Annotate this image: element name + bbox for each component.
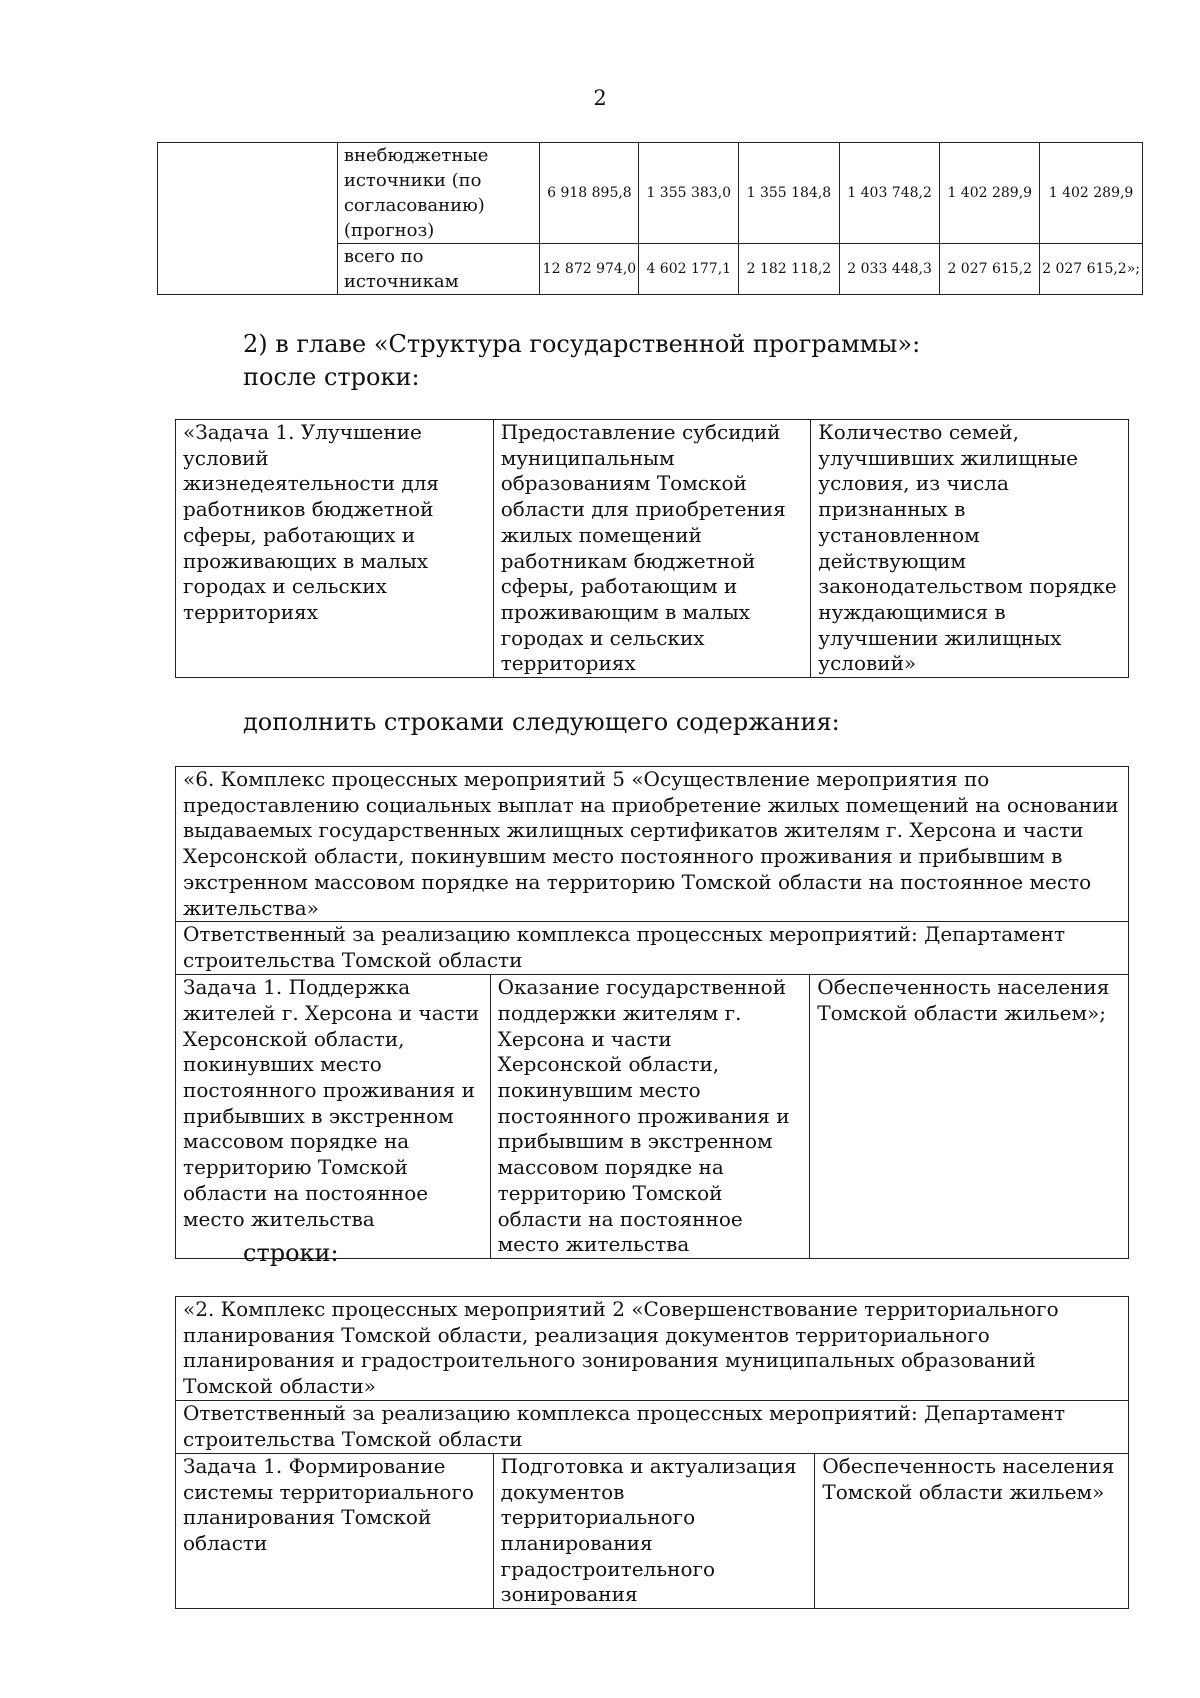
value-cell: 1 355 383,0 <box>639 143 739 244</box>
table-row <box>176 1400 1129 1453</box>
responsible-cell: Ответственный за реализацию комплекса процессных мероприятий: Департамент строительства Томской области <box>176 922 1129 975</box>
value-cell: 2 033 448,3 <box>839 244 940 295</box>
table-add-rows <box>175 766 1129 1259</box>
indicator-cell: Обеспеченность населения Томской области жильем»; <box>810 975 1129 1259</box>
indicator-cell: Количество семей, улучшивших жилищные условия, из числа признанных в установленном действующим законодательством порядке нуждающимися в улучшении жилищных условий» <box>811 420 1129 678</box>
activity-cell: Подготовка и актуализация документов территориального планирования градостроительного зонирования <box>493 1453 815 1608</box>
value-cell: 4 602 177,1 <box>639 244 739 295</box>
page-number: 2 <box>593 86 607 110</box>
table-row <box>176 1297 1129 1401</box>
table-after-row <box>175 419 1129 678</box>
table-row <box>176 767 1129 922</box>
value-cell: 12 872 974,0 <box>540 244 639 295</box>
value-cell: 2 027 615,2»; <box>1040 244 1143 295</box>
table-row <box>176 922 1129 975</box>
value-cell: 2 182 118,2 <box>739 244 840 295</box>
paragraph-chapter: 2) в главе «Структура государственной программы»: <box>243 330 921 358</box>
paragraph-rows: строки: <box>243 1239 339 1267</box>
task-cell: Задача 1. Формирование системы территориального планирования Томской области <box>176 1453 494 1608</box>
table-row <box>176 975 1129 1259</box>
budget-table <box>157 142 1143 295</box>
responsible-cell: Ответственный за реализацию комплекса процессных мероприятий: Департамент строительства Томской области <box>176 1400 1129 1453</box>
row-label: всего по источникам <box>337 244 540 295</box>
value-cell: 2 027 615,2 <box>940 244 1040 295</box>
table-row <box>176 420 1129 678</box>
table-rows <box>175 1296 1129 1609</box>
activity-cell: Оказание государственной поддержки жителям г. Херсона и части Херсонской области, покинувшим место постоянного проживания и прибывшим в экстренном массовом порядке на территорию Томской области на постоянное место жительства <box>490 975 810 1259</box>
table-row <box>158 143 1143 244</box>
complex-header-cell: «6. Комплекс процессных мероприятий 5 «Осуществление мероприятия по предоставлению социальных выплат на приобретение жилых помещений на основании выдаваемых государственных жилищных сертификатов жителям г. Херсона и части Херсонской области, покинувшим место постоянного проживания и прибывшим в экстренном массовом порядке на территорию Томской области на постоянное место жительства» <box>176 767 1129 922</box>
value-cell: 1 355 184,8 <box>739 143 840 244</box>
empty-cell <box>158 143 338 295</box>
value-cell: 1 402 289,9 <box>1040 143 1143 244</box>
table-row <box>176 1453 1129 1608</box>
value-cell: 1 403 748,2 <box>839 143 940 244</box>
paragraph-add-rows: дополнить строками следующего содержания: <box>243 708 840 736</box>
row-label: внебюджетные источники (по согласованию) (прогноз) <box>337 143 540 244</box>
value-cell: 1 402 289,9 <box>940 143 1040 244</box>
task-cell: «Задача 1. Улучшение условий жизнедеятельности для работников бюджетной сферы, работающих и проживающих в малых городах и сельских территориях <box>176 420 494 678</box>
value-cell: 6 918 895,8 <box>540 143 639 244</box>
complex-header-cell: «2. Комплекс процессных мероприятий 2 «Совершенствование территориального планирования Томской области, реализация документов территориального планирования и градостроительного зонирования муниципальных образований Томской области» <box>176 1297 1129 1401</box>
paragraph-after-row: после строки: <box>243 363 420 391</box>
activity-cell: Предоставление субсидий муниципальным образованиям Томской области для приобретения жилых помещений работникам бюджетной сферы, работающим и проживающим в малых городах и сельских территориях <box>493 420 811 678</box>
task-cell: Задача 1. Поддержка жителей г. Херсона и части Херсонской области, покинувших место постоянного проживания и прибывших в экстренном массовом порядке на территорию Томской области на постоянное место жительства <box>176 975 491 1259</box>
indicator-cell: Обеспеченность населения Томской области жильем» <box>815 1453 1129 1608</box>
